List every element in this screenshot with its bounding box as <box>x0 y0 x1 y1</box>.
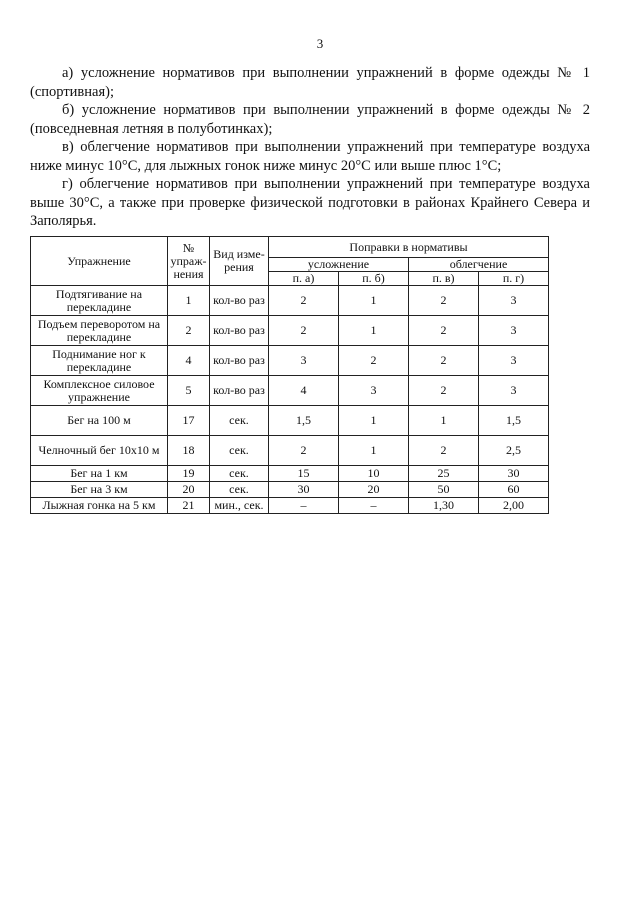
cell-unit: кол-во раз <box>210 316 269 346</box>
cell-exercise: Подъем переворотом на перекладине <box>31 316 168 346</box>
cell-unit: сек. <box>210 466 269 482</box>
cell-pb: 20 <box>339 482 409 498</box>
table-row <box>31 376 549 406</box>
cell-pg: 2,5 <box>479 436 549 466</box>
cell-exercise: Челночный бег 10х10 м <box>31 436 168 466</box>
cell-unit: кол-во раз <box>210 346 269 376</box>
cell-pa: 30 <box>269 482 339 498</box>
cell-pb: 1 <box>339 316 409 346</box>
table-row <box>31 406 549 436</box>
cell-exercise: Подтягивание на перекладине <box>31 286 168 316</box>
header-corrections: Поправки в нормативы <box>269 237 549 258</box>
table-row <box>31 436 549 466</box>
header-easier: облегчение <box>409 258 549 272</box>
header-pa: п. а) <box>269 272 339 286</box>
table-row <box>31 316 549 346</box>
page-number: 3 <box>316 36 324 51</box>
cell-pb: – <box>339 498 409 514</box>
cell-pv: 50 <box>409 482 479 498</box>
cell-number: 19 <box>168 466 210 482</box>
header-number: № упраж-нения <box>168 237 210 286</box>
cell-exercise: Бег на 1 км <box>31 466 168 482</box>
table-row <box>31 498 549 514</box>
cell-number: 20 <box>168 482 210 498</box>
cell-pg: 3 <box>479 286 549 316</box>
cell-pa: 4 <box>269 376 339 406</box>
cell-pv: 2 <box>409 316 479 346</box>
cell-number: 5 <box>168 376 210 406</box>
cell-pb: 2 <box>339 346 409 376</box>
cell-pv: 2 <box>409 286 479 316</box>
cell-pa: 3 <box>269 346 339 376</box>
table-row <box>31 482 549 498</box>
cell-pv: 1,30 <box>409 498 479 514</box>
header-pv: п. в) <box>409 272 479 286</box>
cell-exercise: Поднимание ног к перекладине <box>31 346 168 376</box>
cell-number: 2 <box>168 316 210 346</box>
header-pg: п. г) <box>479 272 549 286</box>
cell-pg: 1,5 <box>479 406 549 436</box>
norms-correction-table <box>30 236 549 514</box>
paragraph-a: а) усложнение нормативов при выполнении упражнений в форме одежды № 1 (спортивная); <box>30 65 590 100</box>
paragraph-v: в) облегчение нормативов при выполнении упражнений при температуре воздуха ниже минус 10°С, для лыжных гонок ниже минус 20°С или выше плюс 1°С; <box>30 139 590 174</box>
cell-pa: 2 <box>269 286 339 316</box>
cell-number: 17 <box>168 406 210 436</box>
header-unit: Вид изме-рения <box>210 237 269 286</box>
cell-unit: кол-во раз <box>210 376 269 406</box>
cell-pa: 1,5 <box>269 406 339 436</box>
document-body <box>30 64 590 231</box>
cell-pa: 2 <box>269 316 339 346</box>
cell-exercise: Комплексное силовое упражнение <box>31 376 168 406</box>
cell-unit: сек. <box>210 406 269 436</box>
header-exercise: Упражнение <box>31 237 168 286</box>
cell-number: 18 <box>168 436 210 466</box>
paragraph-b: б) усложнение нормативов при выполнении упражнений в форме одежды № 2 (повседневная летняя в полуботинках); <box>30 102 590 137</box>
cell-unit: сек. <box>210 482 269 498</box>
cell-pv: 2 <box>409 346 479 376</box>
cell-pg: 3 <box>479 376 549 406</box>
cell-pv: 1 <box>409 406 479 436</box>
cell-pg: 2,00 <box>479 498 549 514</box>
paragraph-g: г) облегчение нормативов при выполнении упражнений при температуре воздуха выше 30°С, а также при проверке физической подготовки в районах Крайнего Севера и Заполярья. <box>30 176 590 229</box>
cell-unit: мин., сек. <box>210 498 269 514</box>
cell-exercise: Бег на 100 м <box>31 406 168 436</box>
cell-pa: 15 <box>269 466 339 482</box>
cell-pb: 1 <box>339 406 409 436</box>
cell-pg: 3 <box>479 346 549 376</box>
cell-pv: 2 <box>409 376 479 406</box>
cell-pb: 1 <box>339 436 409 466</box>
cell-number: 1 <box>168 286 210 316</box>
table-row <box>31 346 549 376</box>
cell-pg: 30 <box>479 466 549 482</box>
cell-pa: – <box>269 498 339 514</box>
header-harder: усложнение <box>269 258 409 272</box>
cell-pa: 2 <box>269 436 339 466</box>
cell-pv: 2 <box>409 436 479 466</box>
cell-pb: 10 <box>339 466 409 482</box>
table-row <box>31 286 549 316</box>
cell-unit: кол-во раз <box>210 286 269 316</box>
cell-pb: 1 <box>339 286 409 316</box>
cell-pb: 3 <box>339 376 409 406</box>
cell-unit: сек. <box>210 436 269 466</box>
cell-pg: 3 <box>479 316 549 346</box>
table-row <box>31 466 549 482</box>
cell-pg: 60 <box>479 482 549 498</box>
cell-pv: 25 <box>409 466 479 482</box>
header-pb: п. б) <box>339 272 409 286</box>
cell-exercise: Бег на 3 км <box>31 482 168 498</box>
cell-number: 4 <box>168 346 210 376</box>
cell-exercise: Лыжная гонка на 5 км <box>31 498 168 514</box>
cell-number: 21 <box>168 498 210 514</box>
